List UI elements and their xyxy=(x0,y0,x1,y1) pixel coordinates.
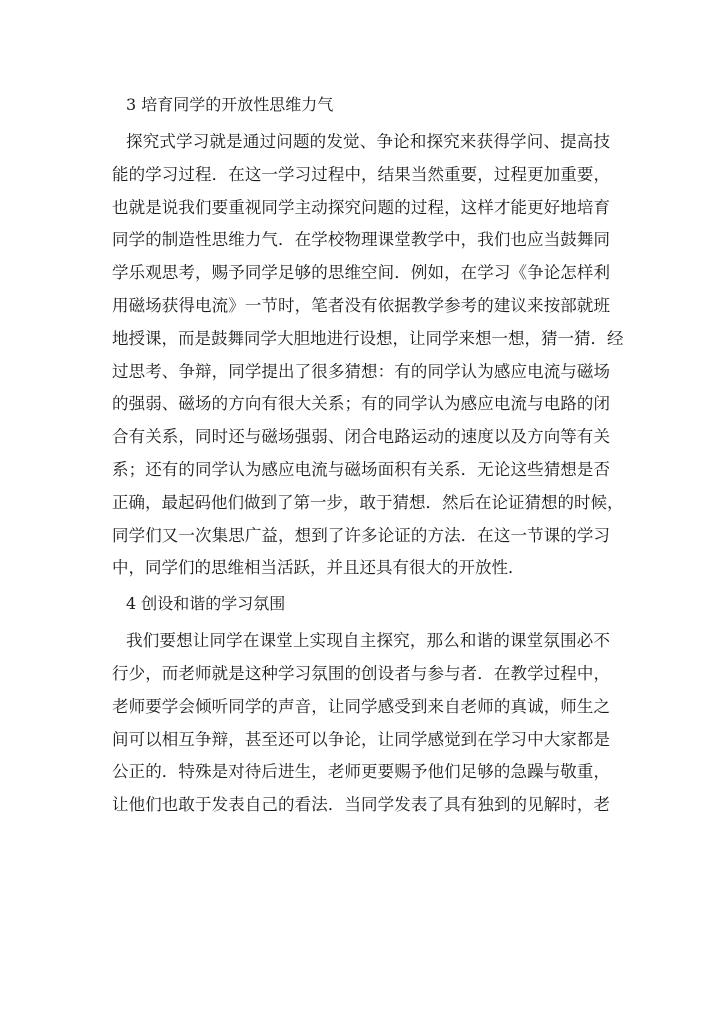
text-line: 探究式学习就是通过问题的发觉、争论和探究来获得学问、提高技 xyxy=(126,132,610,151)
text-line: 也就是说我们要重视同学主动探究问题的过程，这样才能更好地培育 xyxy=(112,197,610,217)
text-line: 我们要想让同学在课堂上实现自主探究，那么和谐的课堂氛围必不 xyxy=(126,631,610,651)
text-line: 能的学习过程．在这一学习过程中，结果当然重要，过程更加重要， xyxy=(112,164,610,184)
text-line: 行少，而老师就是这种学习氛围的创设者与参与者．在教学过程中， xyxy=(112,663,610,683)
text-line: 公正的．特殊是对待后进生，老师更要赐予他们足够的急躁与敬重， xyxy=(112,762,610,782)
section-paragraph xyxy=(112,126,624,585)
text-line: 正确，最起码他们做到了第一步，敢于猜想．然后在论证猜想的时候， xyxy=(112,492,624,512)
text-line: 让他们也敢于发表自己的看法．当同学发表了具有独到的见解时，老 xyxy=(112,795,610,815)
section-heading: 3 培育同学的开放性思维力气 xyxy=(126,95,334,114)
text-line: 地授课，而是鼓舞同学大胆地进行设想，让同学来想一想，猜一猜．经 xyxy=(112,328,624,348)
text-line: 学乐观思考，赐予同学足够的思维空间．例如，在学习《争论怎样利 xyxy=(112,263,610,283)
section-heading: 4 创设和谐的学习氛围 xyxy=(126,594,286,614)
text-line: 的强弱、磁场的方向有很大关系；有的同学认为感应电流与电路的闭 xyxy=(112,394,610,414)
text-line: 同学们又一次集思广益，想到了许多论证的方法．在这一节课的学习 xyxy=(112,525,610,545)
section-paragraph xyxy=(112,625,610,822)
text-line: 用磁场获得电流》一节时，笔者没有依据教学参考的建议来按部就班 xyxy=(112,295,610,315)
text-line: 系；还有的同学认为感应电流与磁场面积有关系．无论这些猜想是否 xyxy=(112,459,610,479)
text-line: 合有关系，同时还与磁场强弱、闭合电路运动的速度以及方向等有关 xyxy=(112,427,610,447)
text-line: 过思考、争辩，同学提出了很多猜想：有的同学认为感应电流与磁场 xyxy=(112,361,610,381)
document-body xyxy=(112,90,624,822)
text-line: 老师要学会倾听同学的声音，让同学感受到来自老师的真诚，师生之 xyxy=(112,696,610,716)
text-line: 中，同学们的思维相当活跃，并且还具有很大的开放性． xyxy=(112,558,525,578)
text-line: 间可以相互争辩，甚至还可以争论，让同学感觉到在学习中大家都是 xyxy=(112,729,610,749)
text-line: 同学的制造性思维力气．在学校物理课堂教学中，我们也应当鼓舞同 xyxy=(112,230,610,250)
